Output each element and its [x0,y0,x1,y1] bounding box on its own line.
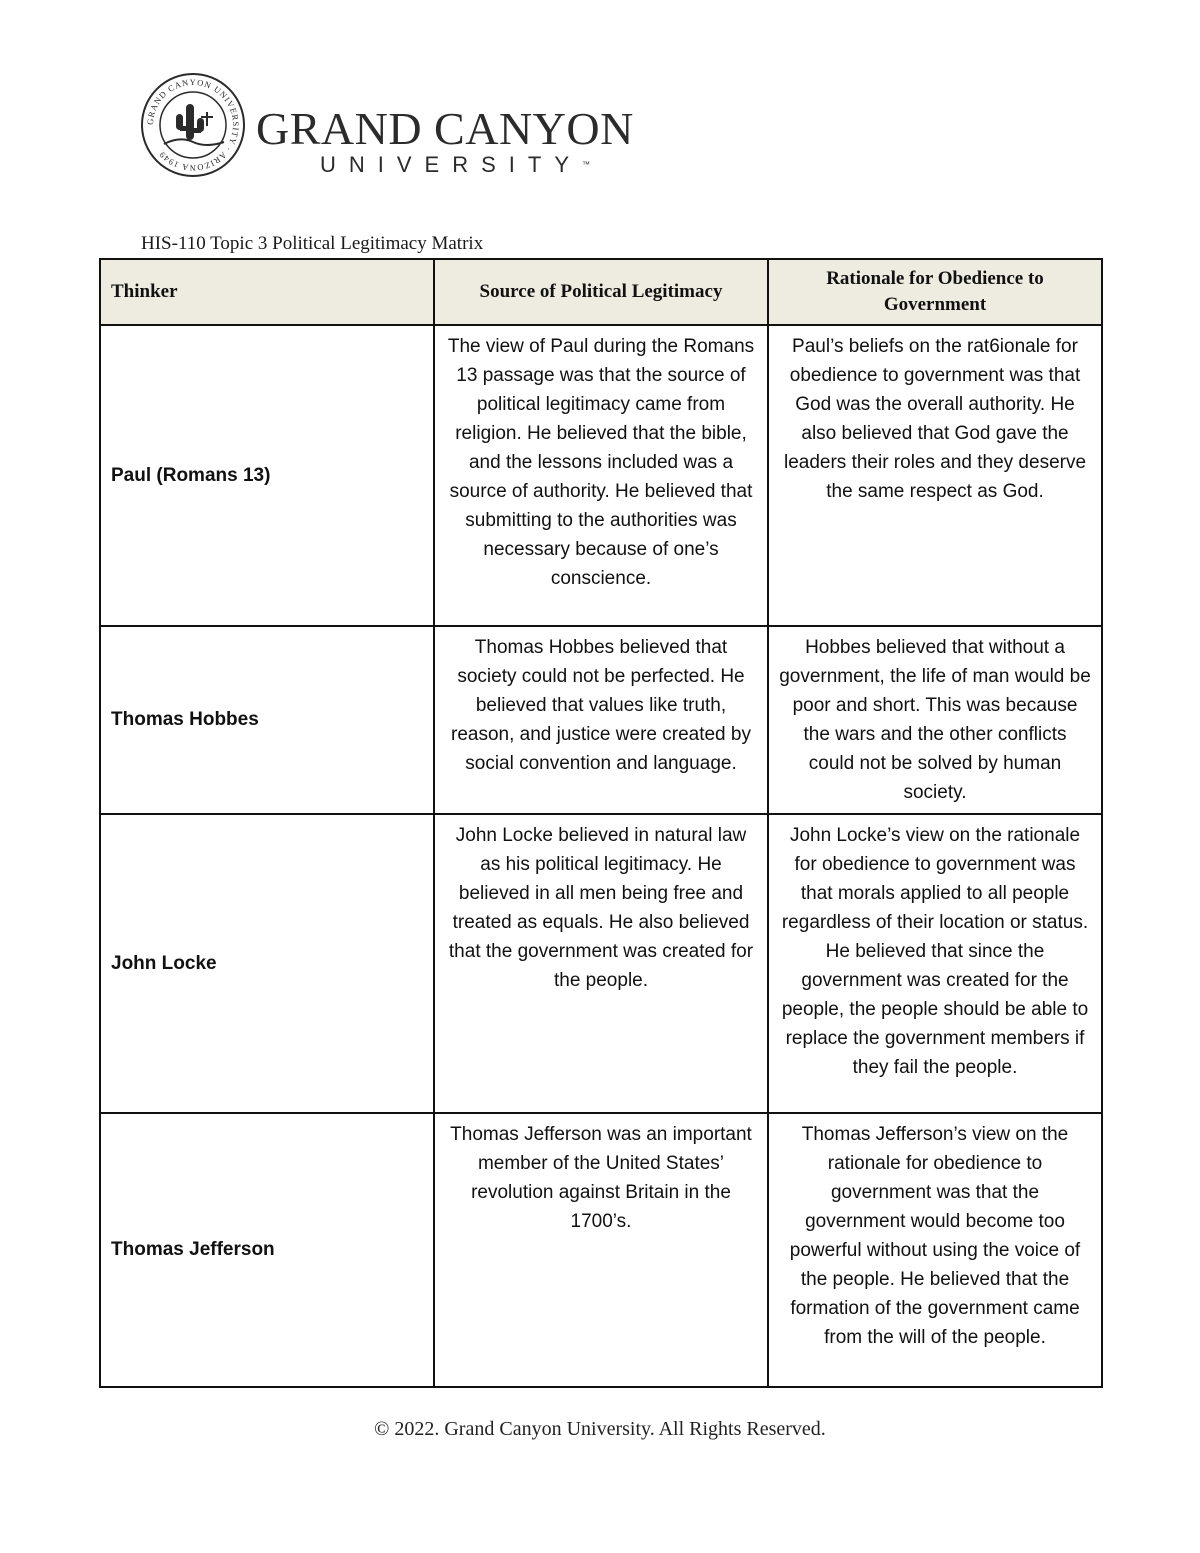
university-wordmark [256,103,634,178]
thinker-cell: Thomas Hobbes [100,626,434,814]
wordmark-university [320,152,634,178]
thinker-cell: John Locke [100,814,434,1113]
wordmark-grand-canyon: GRAND CANYON [256,103,634,154]
source-cell: Thomas Hobbes believed that society could not be perfected. He believed that values like truth, reason, and justice were created by social convention and language. [434,626,768,814]
university-logo [140,72,634,180]
source-cell: The view of Paul during the Romans 13 passage was that the source of political legitimacy came from religion. He believed that the bible, and the lessons included was a source of authority. He believed that submitting to the authorities was necessary because of one’s conscience. [434,325,768,626]
document-title: HIS-110 Topic 3 Political Legitimacy Matrix [141,233,484,254]
table-row [100,325,1102,626]
rationale-cell: Hobbes believed that without a government, the life of man would be poor and short. This was because the wars and the other conflicts could not be solved by human society. [768,626,1102,814]
header-source: Source of Political Legitimacy [434,259,768,325]
legitimacy-matrix-table [99,258,1103,1388]
source-cell: Thomas Jefferson was an important member of the United States’ revolution against Britain in the 1700’s. [434,1113,768,1387]
trademark-symbol: ™ [582,160,591,169]
copyright-footer: © 2022. Grand Canyon University. All Rights Reserved. [374,1418,826,1440]
source-cell: John Locke believed in natural law as his political legitimacy. He believed in all men being free and treated as equals. He also believed that the government was created for the people. [434,814,768,1113]
rationale-cell: Paul’s beliefs on the rat6ionale for obedience to government was that God was the overall authority. He also believed that God gave the leaders their roles and they deserve the same respect as God. [768,325,1102,626]
rationale-cell: Thomas Jefferson’s view on the rationale for obedience to government was that the government would become too powerful without using the voice of the people. He believed that the formation of the government came from the will of the people. [768,1113,1102,1387]
rationale-cell: John Locke’s view on the rationale for obedience to government was that morals applied to all people regardless of their location or status. He believed that since the government was created for the people, the people should be able to replace the government members if they fail the people. [768,814,1102,1113]
header-rationale: Rationale for Obedience to Government [768,259,1102,325]
thinker-cell: Thomas Jefferson [100,1113,434,1387]
university-seal-icon [140,72,246,178]
thinker-cell: Paul (Romans 13) [100,325,434,626]
wordmark-university-text: UNIVERSITY [320,152,583,177]
table-header-row [100,259,1102,325]
table-row [100,814,1102,1113]
svg-text:GRAND CANYON UNIVERSITY · ARIZ: GRAND CANYON UNIVERSITY · ARIZONA 1949 [144,76,242,174]
table-row [100,1113,1102,1387]
header-thinker: Thinker [100,259,434,325]
table-row [100,626,1102,814]
